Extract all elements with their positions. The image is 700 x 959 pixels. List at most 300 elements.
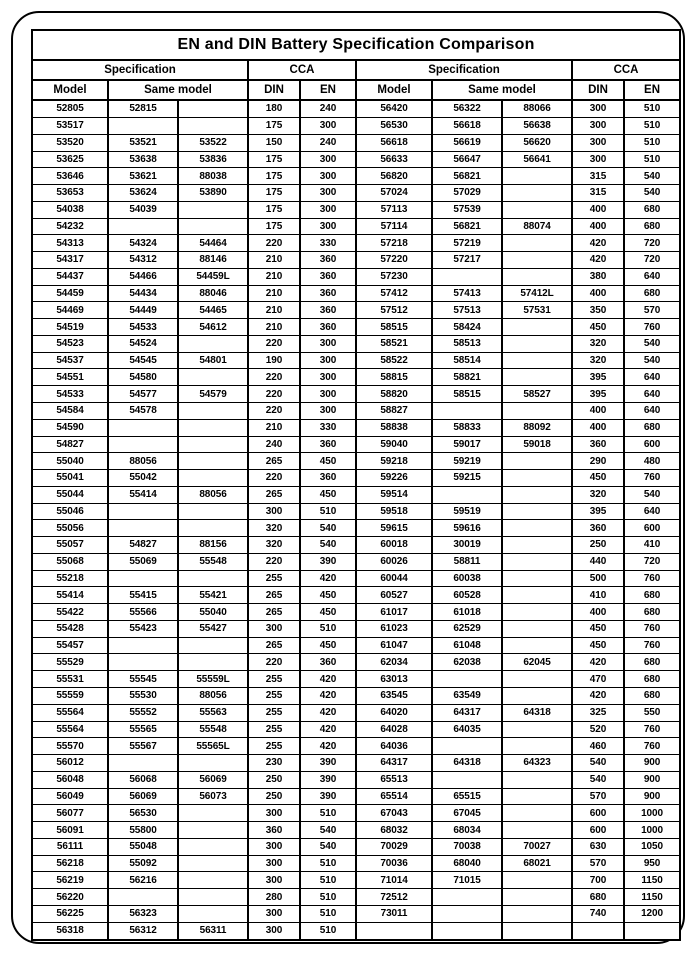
table-row [32, 168, 680, 185]
cell-same-model-2-left: 54459L [178, 268, 248, 285]
cell-same-model-2-right [502, 637, 572, 654]
cell-en-right: 760 [624, 721, 680, 738]
cell-din-right: 450 [572, 470, 624, 487]
cell-same-model-2-left [178, 402, 248, 419]
cell-same-model-1-right: 70038 [432, 838, 502, 855]
cell-model-right [356, 922, 432, 940]
section-header-specification-right: Specification [356, 60, 572, 80]
cell-same-model-2-right [502, 453, 572, 470]
cell-en-left: 450 [300, 637, 356, 654]
cell-din-left: 220 [248, 369, 300, 386]
cell-same-model-1-left: 55566 [108, 604, 178, 621]
cell-same-model-2-right [502, 235, 572, 252]
cell-same-model-2-right: 56638 [502, 117, 572, 134]
cell-same-model-2-left [178, 838, 248, 855]
cell-din-right: 300 [572, 134, 624, 151]
cell-en-left: 300 [300, 218, 356, 235]
cell-same-model-1-left: 53638 [108, 151, 178, 168]
cell-same-model-2-right: 64318 [502, 704, 572, 721]
cell-same-model-2-right [502, 688, 572, 705]
cell-en-left: 420 [300, 688, 356, 705]
cell-same-model-1-right: 56619 [432, 134, 502, 151]
cell-model-right: 60527 [356, 587, 432, 604]
cell-en-left: 240 [300, 134, 356, 151]
cell-same-model-1-right [432, 889, 502, 906]
cell-same-model-1-right: 59017 [432, 436, 502, 453]
table-row [32, 855, 680, 872]
cell-same-model-2-right [502, 738, 572, 755]
table-row [32, 688, 680, 705]
cell-en-right: 900 [624, 755, 680, 772]
cell-en-right: 540 [624, 486, 680, 503]
cell-same-model-1-right: 30019 [432, 537, 502, 554]
cell-same-model-2-left: 55565L [178, 738, 248, 755]
cell-model-left: 54590 [32, 419, 108, 436]
cell-model-right: 68032 [356, 822, 432, 839]
page-title: EN and DIN Battery Specification Comparison [32, 30, 680, 60]
table-row [32, 788, 680, 805]
table-row [32, 369, 680, 386]
cell-en-left: 450 [300, 587, 356, 604]
cell-din-left: 210 [248, 302, 300, 319]
cell-model-left: 53625 [32, 151, 108, 168]
cell-en-right: 950 [624, 855, 680, 872]
table-row [32, 503, 680, 520]
cell-en-right: 510 [624, 117, 680, 134]
table-row [32, 872, 680, 889]
cell-din-left: 220 [248, 553, 300, 570]
cell-same-model-1-right: 58811 [432, 553, 502, 570]
cell-en-left: 360 [300, 268, 356, 285]
cell-model-left: 56219 [32, 872, 108, 889]
cell-same-model-1-left [108, 654, 178, 671]
cell-same-model-2-left [178, 637, 248, 654]
cell-model-left: 55046 [32, 503, 108, 520]
cell-din-left: 250 [248, 788, 300, 805]
cell-en-left: 360 [300, 436, 356, 453]
cell-en-right [624, 922, 680, 940]
table-row [32, 335, 680, 352]
cell-same-model-2-right [502, 268, 572, 285]
cell-din-left: 250 [248, 771, 300, 788]
cell-same-model-2-left [178, 822, 248, 839]
cell-din-right: 540 [572, 755, 624, 772]
cell-din-right: 400 [572, 402, 624, 419]
cell-same-model-1-right: 59616 [432, 520, 502, 537]
cell-en-right: 680 [624, 419, 680, 436]
cell-same-model-1-left [108, 503, 178, 520]
cell-same-model-2-right [502, 168, 572, 185]
cell-model-right: 57220 [356, 252, 432, 269]
cell-same-model-2-right: 58527 [502, 386, 572, 403]
cell-en-left: 300 [300, 386, 356, 403]
cell-same-model-2-right: 64323 [502, 755, 572, 772]
table-row [32, 654, 680, 671]
cell-din-left: 300 [248, 922, 300, 940]
cell-same-model-1-left: 55423 [108, 620, 178, 637]
table-row [32, 520, 680, 537]
cell-same-model-1-left: 54533 [108, 319, 178, 336]
cell-model-right: 64317 [356, 755, 432, 772]
cell-en-right: 540 [624, 185, 680, 202]
table-row [32, 755, 680, 772]
cell-en-left: 300 [300, 352, 356, 369]
cell-same-model-2-right [502, 905, 572, 922]
cell-same-model-2-right [502, 889, 572, 906]
cell-same-model-2-right [502, 587, 572, 604]
cell-din-right: 325 [572, 704, 624, 721]
cell-en-right: 510 [624, 151, 680, 168]
cell-din-left: 175 [248, 151, 300, 168]
cell-model-left: 54459 [32, 285, 108, 302]
table-row [32, 922, 680, 940]
cell-en-left: 300 [300, 201, 356, 218]
cell-en-right: 760 [624, 738, 680, 755]
cell-din-right: 420 [572, 252, 624, 269]
cell-model-right: 59518 [356, 503, 432, 520]
cell-din-right: 400 [572, 201, 624, 218]
table-row [32, 419, 680, 436]
cell-en-right: 570 [624, 302, 680, 319]
cell-model-right: 63013 [356, 671, 432, 688]
cell-din-left: 300 [248, 838, 300, 855]
cell-din-right: 740 [572, 905, 624, 922]
cell-din-left: 300 [248, 503, 300, 520]
table-body [32, 100, 680, 940]
cell-en-right: 720 [624, 235, 680, 252]
cell-same-model-2-left: 53522 [178, 134, 248, 151]
cell-en-right: 540 [624, 168, 680, 185]
cell-en-left: 420 [300, 570, 356, 587]
cell-model-right: 65514 [356, 788, 432, 805]
cell-din-right: 460 [572, 738, 624, 755]
cell-same-model-1-left: 54039 [108, 201, 178, 218]
cell-din-right: 450 [572, 620, 624, 637]
cell-same-model-2-right [502, 788, 572, 805]
cell-same-model-2-right [502, 470, 572, 487]
cell-model-right: 59514 [356, 486, 432, 503]
cell-model-left: 56218 [32, 855, 108, 872]
cell-en-left: 360 [300, 319, 356, 336]
cell-en-right: 680 [624, 688, 680, 705]
col-header-model-left: Model [32, 80, 108, 100]
cell-same-model-2-left: 54465 [178, 302, 248, 319]
cell-same-model-1-left: 54312 [108, 252, 178, 269]
cell-en-right: 680 [624, 604, 680, 621]
cell-same-model-1-left: 52815 [108, 100, 178, 117]
cell-model-right: 56633 [356, 151, 432, 168]
cell-en-right: 510 [624, 134, 680, 151]
cell-din-left: 300 [248, 872, 300, 889]
table-row [32, 134, 680, 151]
cell-din-right: 420 [572, 235, 624, 252]
cell-same-model-1-right: 58514 [432, 352, 502, 369]
cell-din-left: 175 [248, 201, 300, 218]
cell-model-right: 58522 [356, 352, 432, 369]
cell-same-model-1-right: 64317 [432, 704, 502, 721]
cell-same-model-2-right [502, 252, 572, 269]
col-header-same-model-left: Same model [108, 80, 248, 100]
cell-model-right: 57024 [356, 185, 432, 202]
table-row [32, 285, 680, 302]
cell-model-left: 54317 [32, 252, 108, 269]
cell-din-left: 175 [248, 117, 300, 134]
cell-en-right: 760 [624, 637, 680, 654]
cell-model-left: 55041 [32, 470, 108, 487]
cell-same-model-2-left: 55563 [178, 704, 248, 721]
col-header-same-model-right: Same model [432, 80, 572, 100]
cell-en-left: 420 [300, 704, 356, 721]
cell-en-left: 360 [300, 654, 356, 671]
cell-same-model-1-right: 71015 [432, 872, 502, 889]
cell-model-right: 57113 [356, 201, 432, 218]
cell-din-left: 320 [248, 520, 300, 537]
cell-same-model-2-right [502, 352, 572, 369]
section-header-cca-left: CCA [248, 60, 356, 80]
cell-model-right: 60018 [356, 537, 432, 554]
table-row [32, 453, 680, 470]
cell-same-model-1-left: 55415 [108, 587, 178, 604]
cell-en-right: 1200 [624, 905, 680, 922]
cell-model-left: 56225 [32, 905, 108, 922]
cell-same-model-1-left: 56216 [108, 872, 178, 889]
cell-same-model-1-right: 57539 [432, 201, 502, 218]
cell-same-model-2-right [502, 520, 572, 537]
cell-model-left: 53646 [32, 168, 108, 185]
cell-same-model-1-left [108, 436, 178, 453]
cell-same-model-1-left [108, 419, 178, 436]
cell-model-right: 58521 [356, 335, 432, 352]
cell-en-right: 680 [624, 285, 680, 302]
cell-same-model-1-right: 68040 [432, 855, 502, 872]
cell-din-left: 230 [248, 755, 300, 772]
cell-en-right: 1150 [624, 872, 680, 889]
cell-same-model-2-right [502, 503, 572, 520]
cell-same-model-1-left: 56068 [108, 771, 178, 788]
cell-same-model-2-left [178, 872, 248, 889]
cell-same-model-1-left: 56323 [108, 905, 178, 922]
cell-en-left: 390 [300, 788, 356, 805]
cell-same-model-1-right: 58821 [432, 369, 502, 386]
cell-en-left: 510 [300, 805, 356, 822]
cell-same-model-2-right [502, 805, 572, 822]
cell-same-model-1-right: 65515 [432, 788, 502, 805]
cell-din-right: 420 [572, 654, 624, 671]
cell-din-right: 395 [572, 386, 624, 403]
cell-same-model-2-left: 88038 [178, 168, 248, 185]
cell-en-right: 760 [624, 620, 680, 637]
cell-model-left: 56318 [32, 922, 108, 940]
cell-model-right: 70029 [356, 838, 432, 855]
col-header-din-left: DIN [248, 80, 300, 100]
cell-din-left: 300 [248, 805, 300, 822]
cell-same-model-1-right: 58515 [432, 386, 502, 403]
cell-same-model-2-right [502, 201, 572, 218]
cell-same-model-2-left: 55559L [178, 671, 248, 688]
cell-en-left: 300 [300, 335, 356, 352]
cell-same-model-2-right [502, 721, 572, 738]
cell-same-model-2-left [178, 100, 248, 117]
cell-model-right: 56618 [356, 134, 432, 151]
table-row [32, 100, 680, 117]
cell-din-left: 255 [248, 671, 300, 688]
cell-model-left: 56091 [32, 822, 108, 839]
cell-model-left: 56111 [32, 838, 108, 855]
cell-model-right: 57114 [356, 218, 432, 235]
cell-same-model-2-right [502, 335, 572, 352]
cell-en-left: 300 [300, 402, 356, 419]
cell-same-model-1-right: 58513 [432, 335, 502, 352]
cell-din-left: 265 [248, 587, 300, 604]
cell-model-right: 71014 [356, 872, 432, 889]
cell-din-left: 255 [248, 738, 300, 755]
cell-din-right: 570 [572, 788, 624, 805]
cell-din-right: 300 [572, 100, 624, 117]
cell-same-model-2-left [178, 335, 248, 352]
cell-same-model-2-left [178, 570, 248, 587]
cell-same-model-2-right [502, 570, 572, 587]
cell-model-right: 57512 [356, 302, 432, 319]
cell-same-model-2-left [178, 201, 248, 218]
cell-din-right: 450 [572, 637, 624, 654]
cell-same-model-2-right: 56620 [502, 134, 572, 151]
cell-din-left: 300 [248, 620, 300, 637]
cell-same-model-1-right: 60038 [432, 570, 502, 587]
cell-same-model-1-right: 61018 [432, 604, 502, 621]
cell-model-right: 64036 [356, 738, 432, 755]
cell-din-right: 315 [572, 185, 624, 202]
cell-model-right: 65513 [356, 771, 432, 788]
cell-din-left: 320 [248, 537, 300, 554]
cell-same-model-2-left: 55427 [178, 620, 248, 637]
cell-same-model-1-right: 57219 [432, 235, 502, 252]
cell-model-right: 58827 [356, 402, 432, 419]
table-row [32, 620, 680, 637]
cell-same-model-1-right: 67045 [432, 805, 502, 822]
table-row [32, 889, 680, 906]
cell-en-right: 550 [624, 704, 680, 721]
table-row [32, 704, 680, 721]
cell-din-right: 360 [572, 436, 624, 453]
cell-din-left: 255 [248, 721, 300, 738]
cell-din-right: 360 [572, 520, 624, 537]
cell-model-left: 53520 [32, 134, 108, 151]
table-row [32, 822, 680, 839]
cell-din-right: 250 [572, 537, 624, 554]
cell-din-right: 395 [572, 369, 624, 386]
cell-same-model-1-right: 59215 [432, 470, 502, 487]
cell-model-left: 55414 [32, 587, 108, 604]
cell-same-model-1-left: 53621 [108, 168, 178, 185]
cell-model-left: 56049 [32, 788, 108, 805]
cell-same-model-2-right: 88066 [502, 100, 572, 117]
title-row [32, 30, 680, 60]
cell-model-right: 57218 [356, 235, 432, 252]
cell-en-right: 1150 [624, 889, 680, 906]
cell-en-left: 420 [300, 721, 356, 738]
cell-model-left: 56220 [32, 889, 108, 906]
cell-same-model-1-right: 56821 [432, 168, 502, 185]
cell-din-left: 265 [248, 453, 300, 470]
cell-same-model-2-right: 70027 [502, 838, 572, 855]
cell-same-model-1-right: 57413 [432, 285, 502, 302]
cell-en-left: 360 [300, 285, 356, 302]
cell-same-model-1-right: 64318 [432, 755, 502, 772]
cell-en-right: 1000 [624, 805, 680, 822]
cell-en-left: 300 [300, 168, 356, 185]
cell-same-model-1-left: 54577 [108, 386, 178, 403]
cell-model-right: 62034 [356, 654, 432, 671]
section-header-specification-left: Specification [32, 60, 248, 80]
cell-en-left: 390 [300, 771, 356, 788]
cell-model-right: 60026 [356, 553, 432, 570]
cell-same-model-2-right [502, 369, 572, 386]
cell-en-left: 540 [300, 537, 356, 554]
cell-same-model-1-right: 56618 [432, 117, 502, 134]
cell-same-model-2-left: 88046 [178, 285, 248, 302]
cell-en-left: 240 [300, 100, 356, 117]
cell-same-model-2-right [502, 771, 572, 788]
cell-din-left: 210 [248, 268, 300, 285]
cell-model-right: 58838 [356, 419, 432, 436]
cell-en-right: 680 [624, 201, 680, 218]
col-header-en-right: EN [624, 80, 680, 100]
cell-en-left: 390 [300, 553, 356, 570]
cell-model-right: 56530 [356, 117, 432, 134]
cell-din-right: 300 [572, 117, 624, 134]
cell-din-left: 240 [248, 436, 300, 453]
cell-din-right: 320 [572, 486, 624, 503]
cell-din-right: 540 [572, 771, 624, 788]
cell-model-left: 55218 [32, 570, 108, 587]
cell-same-model-1-right [432, 402, 502, 419]
cell-same-model-1-left: 56312 [108, 922, 178, 940]
cell-same-model-2-left [178, 905, 248, 922]
cell-din-right: 410 [572, 587, 624, 604]
cell-din-left: 210 [248, 319, 300, 336]
cell-din-right: 380 [572, 268, 624, 285]
cell-en-left: 510 [300, 503, 356, 520]
cell-same-model-2-right: 68021 [502, 855, 572, 872]
cell-same-model-1-right: 58833 [432, 419, 502, 436]
cell-model-right: 61017 [356, 604, 432, 621]
cell-din-right: 300 [572, 151, 624, 168]
cell-model-left: 55531 [32, 671, 108, 688]
cell-din-right: 320 [572, 352, 624, 369]
cell-din-left: 210 [248, 285, 300, 302]
table-row [32, 637, 680, 654]
cell-same-model-1-right: 60528 [432, 587, 502, 604]
cell-en-left: 510 [300, 905, 356, 922]
cell-same-model-2-left: 53836 [178, 151, 248, 168]
cell-same-model-2-left [178, 369, 248, 386]
cell-din-right: 395 [572, 503, 624, 520]
cell-model-left: 54313 [32, 235, 108, 252]
cell-din-right: 320 [572, 335, 624, 352]
table-row [32, 302, 680, 319]
table-row [32, 436, 680, 453]
cell-din-right: 400 [572, 285, 624, 302]
cell-din-right: 400 [572, 604, 624, 621]
cell-same-model-2-right [502, 872, 572, 889]
cell-same-model-2-left: 88156 [178, 537, 248, 554]
cell-same-model-2-left: 55421 [178, 587, 248, 604]
section-header-row [32, 60, 680, 80]
cell-model-left: 54537 [32, 352, 108, 369]
cell-model-left: 55044 [32, 486, 108, 503]
cell-en-left: 450 [300, 486, 356, 503]
cell-en-left: 510 [300, 620, 356, 637]
